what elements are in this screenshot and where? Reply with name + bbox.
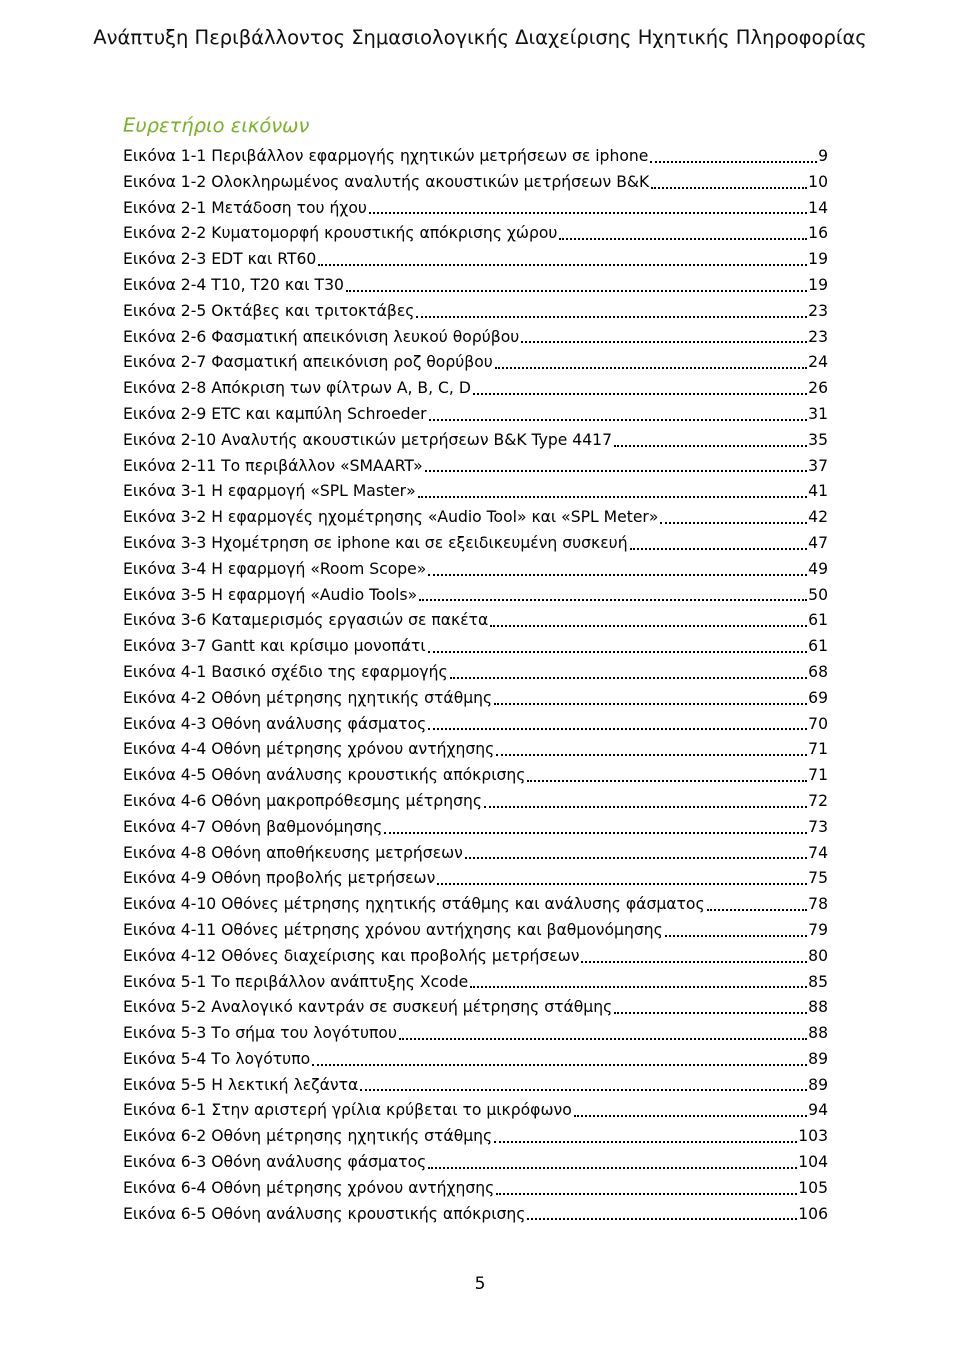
toc-entry[interactable] xyxy=(123,221,828,247)
dot-leader xyxy=(630,548,808,550)
dot-leader xyxy=(494,1141,797,1143)
toc-entry-page: 79 xyxy=(808,920,828,939)
toc-entry-page: 26 xyxy=(808,379,828,398)
toc-entry[interactable] xyxy=(123,1047,828,1073)
toc-entry-label: Εικόνα 6-4 Οθόνη μέτρησης χρόνου αντήχησης xyxy=(123,1178,495,1197)
toc-entry[interactable] xyxy=(123,325,828,351)
toc-entry[interactable] xyxy=(123,686,828,712)
toc-entry-label: Εικόνα 2-6 Φασματική απεικόνιση λευκού θορύβου xyxy=(123,327,520,346)
toc-entry[interactable] xyxy=(123,170,828,196)
dot-leader xyxy=(428,574,807,576)
toc-entry[interactable] xyxy=(123,1124,828,1150)
dot-leader xyxy=(470,986,807,988)
dot-leader xyxy=(465,857,807,859)
toc-entry[interactable] xyxy=(123,1150,828,1176)
toc-entry-label: Εικόνα 5-3 Το σήμα του λογότυπου xyxy=(123,1024,397,1043)
toc-entry-page: 41 xyxy=(808,482,828,501)
toc-entry[interactable] xyxy=(123,428,828,454)
dot-leader xyxy=(346,290,807,292)
toc-entry-page: 89 xyxy=(808,1049,828,1068)
dot-leader xyxy=(527,1218,797,1220)
toc-entry-label: Εικόνα 4-9 Οθόνη προβολής μετρήσεων xyxy=(123,869,436,888)
section-title: Ευρετήριο εικόνων xyxy=(123,114,310,137)
toc-entry-page: 23 xyxy=(808,327,828,346)
toc-entry[interactable] xyxy=(123,866,828,892)
toc-entry[interactable] xyxy=(123,737,828,763)
toc-entry-label: Εικόνα 3-4 Η εφαρμογή «Room Scope» xyxy=(123,559,427,578)
toc-entry-page: 61 xyxy=(808,611,828,630)
toc-entry-label: Εικόνα 4-12 Οθόνες διαχείρισης και προβολής μετρήσεων xyxy=(123,946,580,965)
dot-leader xyxy=(614,1012,807,1014)
toc-entry-page: 42 xyxy=(808,508,828,527)
toc-entry-label: Εικόνα 4-7 Οθόνη βαθμονόμησης xyxy=(123,817,383,836)
toc-entry[interactable] xyxy=(123,763,828,789)
toc-entry-page: 61 xyxy=(808,637,828,656)
toc-entry-label: Εικόνα 5-2 Αναλογικό καντράν σε συσκευή μέτρησης στάθμης xyxy=(123,998,613,1017)
toc-entry[interactable] xyxy=(123,1202,828,1228)
dot-leader xyxy=(418,496,808,498)
toc-entry[interactable] xyxy=(123,1073,828,1099)
toc-entry[interactable] xyxy=(123,144,828,170)
toc-entry[interactable] xyxy=(123,789,828,815)
toc-entry-page: 71 xyxy=(808,740,828,759)
toc-entry-label: Εικόνα 6-5 Οθόνη ανάλυσης κρουστικής απόκρισης xyxy=(123,1204,526,1223)
dot-leader xyxy=(559,238,807,240)
toc-entry[interactable] xyxy=(123,712,828,738)
toc-entry-page: 47 xyxy=(808,533,828,552)
dot-leader xyxy=(495,367,807,369)
toc-entry[interactable] xyxy=(123,247,828,273)
dot-leader xyxy=(490,625,807,627)
toc-entry[interactable] xyxy=(123,918,828,944)
toc-entry-label: Εικόνα 3-1 Η εφαρμογή «SPL Master» xyxy=(123,482,416,501)
toc-entry-page: 85 xyxy=(808,972,828,991)
toc-entry-page: 50 xyxy=(808,585,828,604)
toc-entry-page: 19 xyxy=(808,250,828,269)
dot-leader xyxy=(521,341,807,343)
toc-entry-page: 14 xyxy=(808,198,828,217)
toc-entry-page: 105 xyxy=(798,1178,828,1197)
toc-entry-label: Εικόνα 6-1 Στην αριστερή γρίλια κρύβεται το μικρόφωνο xyxy=(123,1101,572,1120)
toc-entry-label: Εικόνα 6-3 Οθόνη ανάλυσης φάσματος xyxy=(123,1153,427,1172)
dot-leader xyxy=(419,599,807,601)
toc-entry-label: Εικόνα 4-11 Οθόνες μέτρησης χρόνου αντήχησης και βαθμονόμησης xyxy=(123,920,663,939)
dot-leader xyxy=(473,393,807,395)
toc-entry[interactable] xyxy=(123,634,828,660)
toc-entry[interactable] xyxy=(123,350,828,376)
toc-entry-page: 73 xyxy=(808,817,828,836)
toc-entry[interactable] xyxy=(123,299,828,325)
toc-entry[interactable] xyxy=(123,454,828,480)
toc-entry-label: Εικόνα 4-10 Οθόνες μέτρησης ηχητικής στάθμης και ανάλυσης φάσματος xyxy=(123,895,705,914)
toc-entry[interactable] xyxy=(123,1021,828,1047)
toc-entry-page: 72 xyxy=(808,791,828,810)
toc-entry-label: Εικόνα 3-5 Η εφαρμογή «Audio Tools» xyxy=(123,585,418,604)
toc-entry-label: Εικόνα 5-4 Το λογότυπο xyxy=(123,1049,311,1068)
toc-entry-page: 88 xyxy=(808,1024,828,1043)
dot-leader xyxy=(437,883,807,885)
toc-entry-label: Εικόνα 2-7 Φασματική απεικόνιση ροζ θορύβου xyxy=(123,353,493,372)
toc-entry-label: Εικόνα 4-5 Οθόνη ανάλυσης κρουστικής απόκρισης xyxy=(123,766,526,785)
dot-leader xyxy=(428,728,807,730)
toc-entry[interactable] xyxy=(123,608,828,634)
toc-entry[interactable] xyxy=(123,402,828,428)
dot-leader xyxy=(428,651,808,653)
toc-entry-label: Εικόνα 4-4 Οθόνη μέτρησης χρόνου αντήχησης xyxy=(123,740,495,759)
dot-leader xyxy=(425,470,808,472)
toc-entry[interactable] xyxy=(123,376,828,402)
toc-entry-label: Εικόνα 2-2 Κυματομορφή κρουστικής απόκρισης χώρου xyxy=(123,224,558,243)
dot-leader xyxy=(496,754,807,756)
toc-entry[interactable] xyxy=(123,557,828,583)
toc-entry-label: Εικόνα 2-3 EDT και RT60 xyxy=(123,250,317,269)
dot-leader xyxy=(574,1115,807,1117)
toc-entry-page: 106 xyxy=(798,1204,828,1223)
toc-entry-page: 80 xyxy=(808,946,828,965)
toc-entry[interactable] xyxy=(123,273,828,299)
running-header: Ανάπτυξη Περιβάλλοντος Σημασιολογικής Διαχείρισης Ηχητικής Πληροφορίας xyxy=(93,26,867,49)
toc-entry-page: 9 xyxy=(818,147,828,165)
toc-entry-page: 23 xyxy=(808,301,828,320)
toc-entry[interactable] xyxy=(123,479,828,505)
dot-leader xyxy=(399,1038,807,1040)
toc-entry[interactable] xyxy=(123,505,828,531)
dot-leader xyxy=(384,832,807,834)
toc-entry-label: Εικόνα 4-3 Οθόνη ανάλυσης φάσματος xyxy=(123,714,427,733)
dot-leader xyxy=(318,264,807,266)
dot-leader xyxy=(651,187,807,189)
toc-entry[interactable] xyxy=(123,815,828,841)
toc-entry[interactable] xyxy=(123,531,828,557)
dot-leader xyxy=(660,522,807,524)
toc-entry-label: Εικόνα 4-2 Οθόνη μέτρησης ηχητικής στάθμης xyxy=(123,688,493,707)
toc-entry-label: Εικόνα 2-4 T10, T20 και T30 xyxy=(123,275,344,294)
dot-leader xyxy=(416,316,807,318)
toc-entry-label: Εικόνα 3-2 Η εφαρμογές ηχομέτρησης «Audio Tool» και «SPL Meter» xyxy=(123,508,659,527)
toc-entry-page: 94 xyxy=(808,1101,828,1120)
toc-entry-page: 31 xyxy=(808,404,828,423)
toc-entry-label: Εικόνα 2-5 Οκτάβες και τριτοκτάβες xyxy=(123,301,415,320)
toc-entry-label: Εικόνα 6-2 Οθόνη μέτρησης ηχητικής στάθμης xyxy=(123,1127,493,1146)
dot-leader xyxy=(428,1167,797,1169)
page-number: 5 xyxy=(474,1274,486,1294)
toc-entry-label: Εικόνα 2-1 Μετάδοση του ήχου xyxy=(123,198,367,217)
toc-entry[interactable] xyxy=(123,944,828,970)
toc-entry[interactable] xyxy=(123,995,828,1021)
toc-entry-label: Εικόνα 4-6 Οθόνη μακροπρόθεσμης μέτρησης xyxy=(123,791,482,810)
toc-entry-label: Εικόνα 5-5 Η λεκτική λεζάντα xyxy=(123,1075,359,1094)
toc-entry[interactable] xyxy=(123,841,828,867)
dot-leader xyxy=(650,161,817,163)
dot-leader xyxy=(494,703,807,705)
dot-leader xyxy=(614,445,807,447)
toc-entry-page: 19 xyxy=(808,275,828,294)
dot-leader xyxy=(707,909,808,911)
dot-leader xyxy=(527,780,807,782)
toc-entry[interactable] xyxy=(123,970,828,996)
toc-entry-page: 103 xyxy=(798,1127,828,1146)
dot-leader xyxy=(581,961,807,963)
dot-leader xyxy=(429,419,808,421)
toc-entry-page: 75 xyxy=(808,869,828,888)
toc-entry-page: 24 xyxy=(808,353,828,372)
toc-entry-label: Εικόνα 5-1 Το περιβάλλον ανάπτυξης Xcode xyxy=(123,972,469,991)
toc-entry-label: Εικόνα 2-10 Αναλυτής ακουστικών μετρήσεων B&K Type 4417 xyxy=(123,430,612,449)
toc-entry-label: Εικόνα 1-1 Περιβάλλον εφαρμογής ηχητικών μετρήσεων σε iphone xyxy=(123,147,649,165)
toc-entry[interactable] xyxy=(123,583,828,609)
dot-leader xyxy=(369,212,807,214)
dot-leader xyxy=(665,935,807,937)
toc-entry[interactable] xyxy=(123,1176,828,1202)
toc-entry-page: 16 xyxy=(808,224,828,243)
toc-entry[interactable] xyxy=(123,892,828,918)
toc-entry[interactable] xyxy=(123,196,828,222)
toc-entry[interactable] xyxy=(123,1098,828,1124)
dot-leader xyxy=(496,1193,797,1195)
toc-entry-page: 37 xyxy=(808,456,828,475)
toc-entry-label: Εικόνα 1-2 Ολοκληρωμένος αναλυτής ακουστικών μετρήσεων B&K xyxy=(123,172,650,191)
toc-entry-page: 69 xyxy=(808,688,828,707)
toc-entry-page: 10 xyxy=(808,172,828,191)
toc-entry-page: 74 xyxy=(808,843,828,862)
figure-index-list xyxy=(123,144,828,1227)
toc-entry-page: 71 xyxy=(808,766,828,785)
toc-entry-label: Εικόνα 3-3 Ηχομέτρηση σε iphone και σε εξειδικευμένη συσκευή xyxy=(123,533,628,552)
toc-entry-label: Εικόνα 4-8 Οθόνη αποθήκευσης μετρήσεων xyxy=(123,843,463,862)
toc-entry-page: 70 xyxy=(808,714,828,733)
toc-entry-page: 89 xyxy=(808,1075,828,1094)
toc-entry-page: 88 xyxy=(808,998,828,1017)
toc-entry-label: Εικόνα 2-8 Απόκριση των φίλτρων A, B, C, D xyxy=(123,379,471,398)
dot-leader xyxy=(360,1089,807,1091)
dot-leader xyxy=(450,677,807,679)
dot-leader xyxy=(312,1064,807,1066)
toc-entry-label: Εικόνα 2-9 ETC και καμπύλη Schroeder xyxy=(123,404,427,423)
dot-leader xyxy=(484,806,807,808)
toc-entry-page: 78 xyxy=(808,895,828,914)
toc-entry-label: Εικόνα 4-1 Βασικό σχέδιο της εφαρμογής xyxy=(123,662,448,681)
toc-entry-page: 49 xyxy=(808,559,828,578)
toc-entry-label: Εικόνα 2-11 Το περιβάλλον «SMAART» xyxy=(123,456,423,475)
toc-entry-page: 35 xyxy=(808,430,828,449)
toc-entry-label: Εικόνα 3-6 Καταμερισμός εργασιών σε πακέτα xyxy=(123,611,489,630)
toc-entry-label: Εικόνα 3-7 Gantt και κρίσιμο μονοπάτι xyxy=(123,637,426,656)
toc-entry-page: 68 xyxy=(808,662,828,681)
toc-entry-page: 104 xyxy=(798,1153,828,1172)
toc-entry[interactable] xyxy=(123,660,828,686)
